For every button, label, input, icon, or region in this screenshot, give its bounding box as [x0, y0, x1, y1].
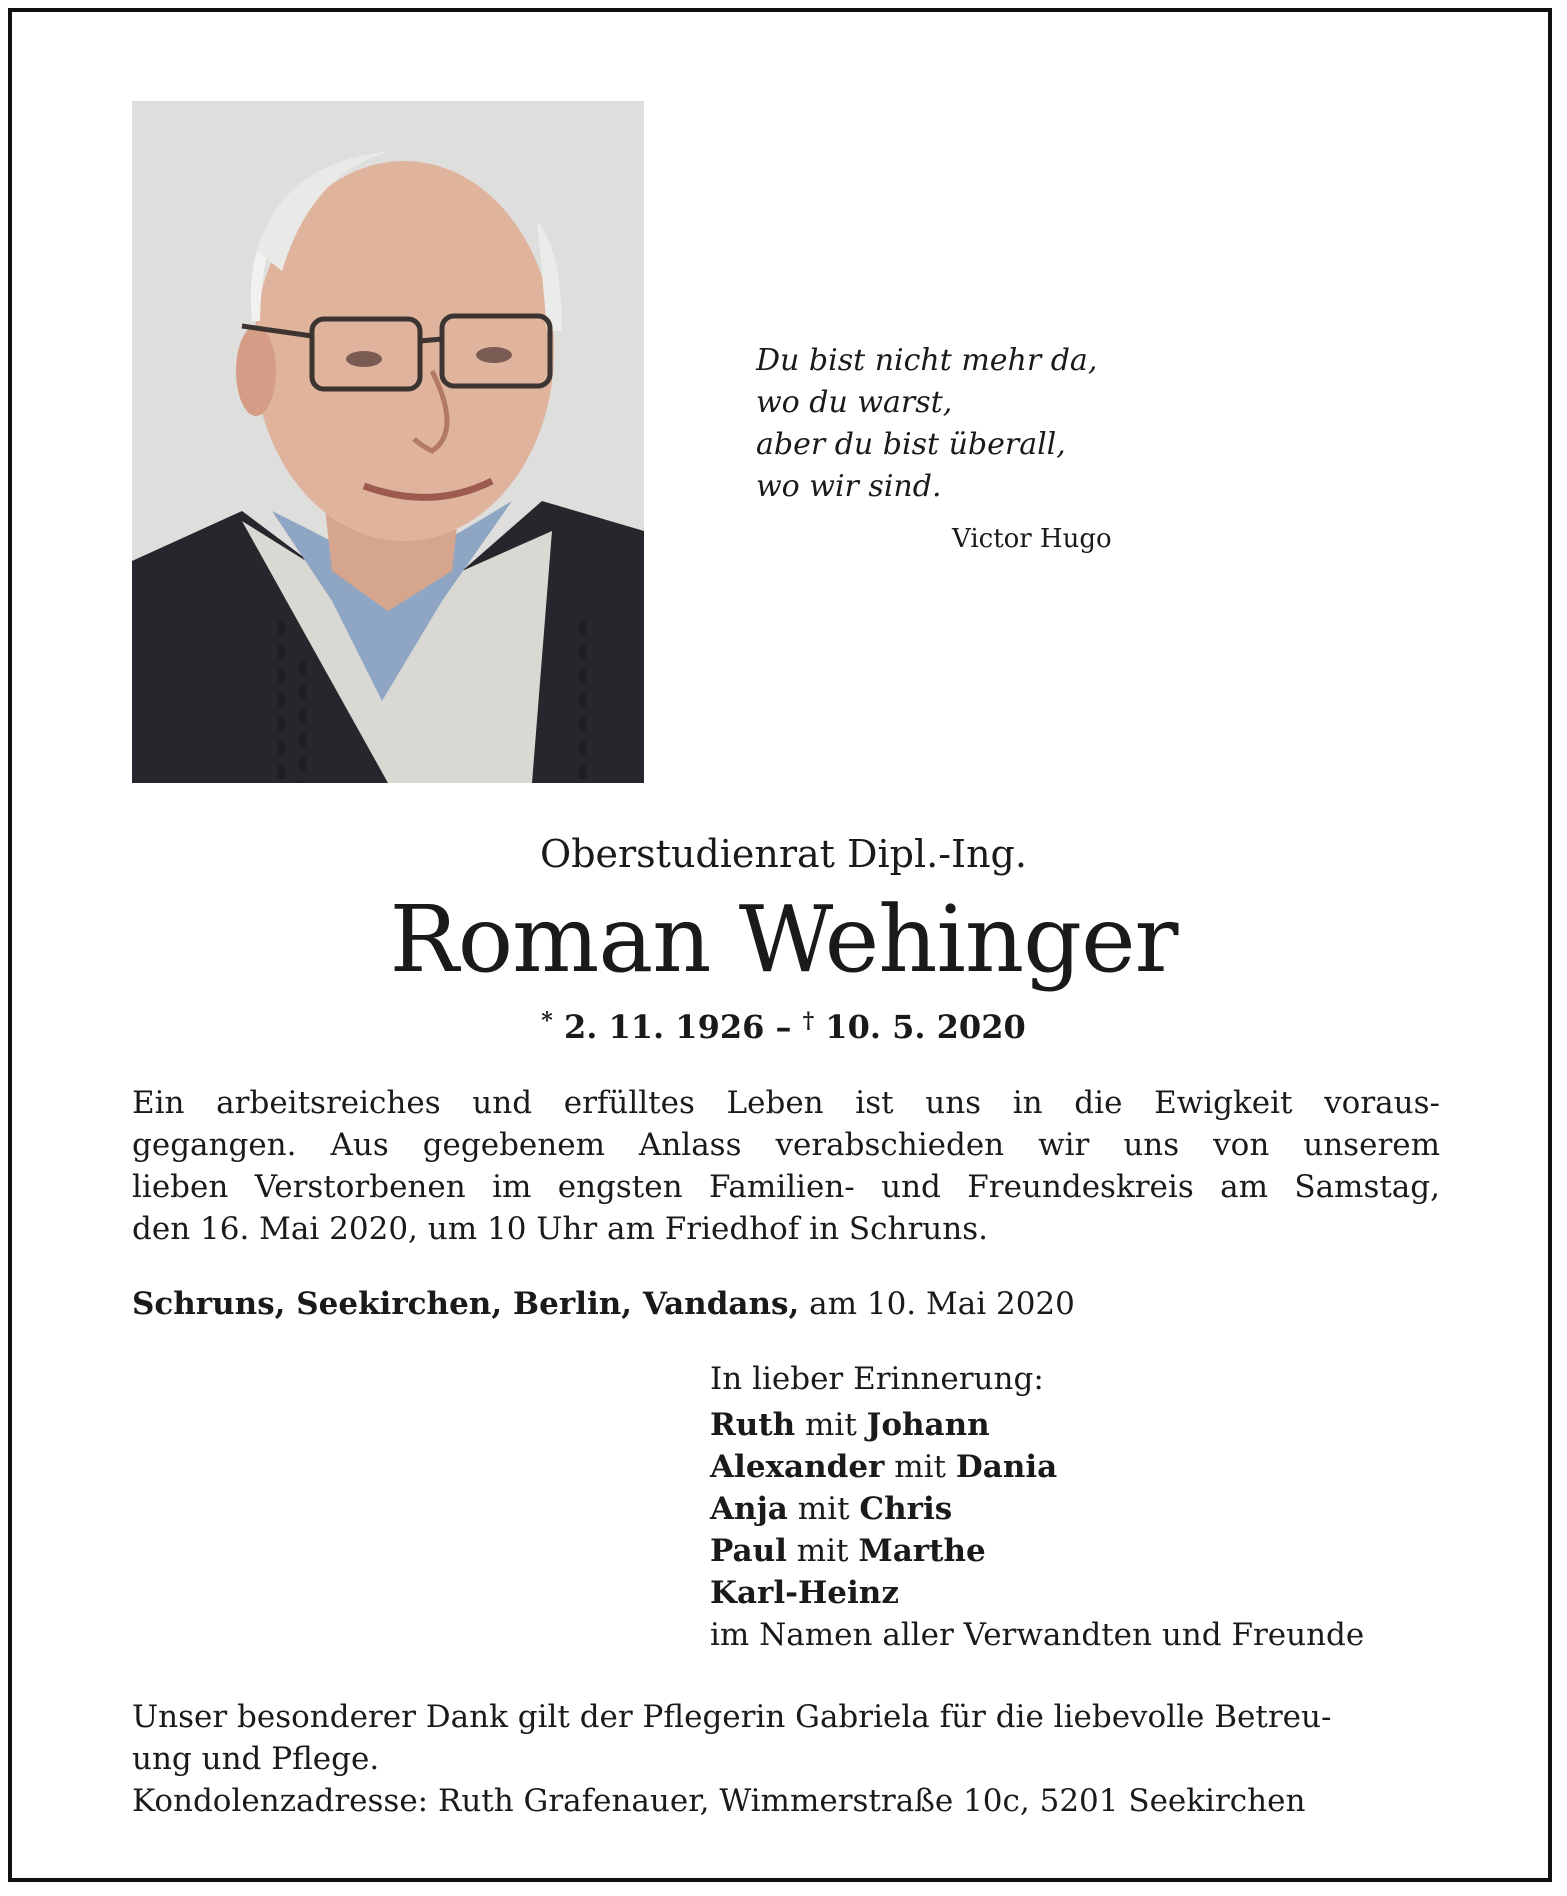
death-date: 10. 5. 2020 — [825, 1008, 1026, 1046]
thanks-line: ung und Pflege. — [132, 1741, 380, 1777]
mourner-with: mit — [796, 1533, 849, 1569]
announcement-line: Ein arbeitsreiches und erfülltes Leben ist uns in die Ewigkeit voraus- — [132, 1085, 1440, 1121]
deceased-title: Oberstudienrat Dipl.-Ing. — [540, 832, 1027, 876]
thanks-block — [132, 1696, 1440, 1822]
place-date: am 10. Mai 2020 — [809, 1286, 1075, 1322]
deceased-name: Roman Wehinger — [389, 886, 1178, 993]
mourner-name: Karl-Heinz — [710, 1575, 899, 1611]
life-dates — [0, 1008, 1567, 1046]
quote-line: aber du bist überall, — [756, 427, 1066, 462]
thanks-line: Unser besonderer Dank gilt der Pflegerin Gabriela für die liebevolle Betreu- — [132, 1699, 1332, 1735]
announcement-line: lieben Verstorbenen im engsten Familien- und Freundeskreis am Samstag, — [132, 1169, 1440, 1205]
mourners-block — [710, 1358, 1364, 1656]
memory-closing: im Namen aller Verwandten und Freunde — [710, 1617, 1365, 1653]
mourner-name: Paul — [710, 1533, 787, 1569]
mourner-name: Ruth — [710, 1407, 796, 1443]
quote-line: wo wir sind. — [756, 469, 942, 504]
mourner-partner: Dania — [955, 1449, 1058, 1485]
quote-line: Du bist nicht mehr da, — [756, 343, 1098, 378]
mourner-row — [710, 1404, 1364, 1446]
portrait-illustration — [132, 101, 644, 783]
birth-date: 2. 11. 1926 — [563, 1008, 765, 1046]
mourner-partner: Marthe — [858, 1533, 986, 1569]
birth-symbol: * — [541, 1008, 553, 1034]
announcement-line: gegangen. Aus gegebenem Anlass verabschieden wir uns von unserem — [132, 1127, 1440, 1163]
mourner-row — [710, 1446, 1364, 1488]
mourner-row — [710, 1488, 1364, 1530]
mourner-with: mit — [894, 1449, 947, 1485]
mourner-with: mit — [805, 1407, 857, 1443]
place-towns: Schruns, Seekirchen, Berlin, Vandans, — [132, 1286, 800, 1322]
mourner-row — [710, 1530, 1364, 1572]
quote — [756, 340, 1136, 508]
quote-line: wo du warst, — [756, 385, 953, 420]
death-symbol: † — [802, 1008, 815, 1034]
portrait-photo — [132, 101, 644, 783]
mourner-with: mit — [797, 1491, 850, 1527]
condolence-address: Kondolenzadresse: Ruth Grafenauer, Wimmerstraße 10c, 5201 Seekirchen — [132, 1783, 1306, 1819]
date-separator: – — [775, 1008, 792, 1046]
announcement-line: den 16. Mai 2020, um 10 Uhr am Friedhof in Schruns. — [132, 1211, 988, 1247]
mourner-row — [710, 1572, 1364, 1614]
announcement-text — [132, 1082, 1440, 1250]
place-and-date — [132, 1286, 1075, 1322]
quote-author: Victor Hugo — [952, 524, 1112, 554]
mourner-name: Anja — [710, 1491, 788, 1527]
mourner-name: Alexander — [710, 1449, 885, 1485]
mourner-partner: Chris — [859, 1491, 953, 1527]
mourner-partner: Johann — [866, 1407, 990, 1443]
memory-intro: In lieber Erinnerung: — [710, 1361, 1044, 1397]
